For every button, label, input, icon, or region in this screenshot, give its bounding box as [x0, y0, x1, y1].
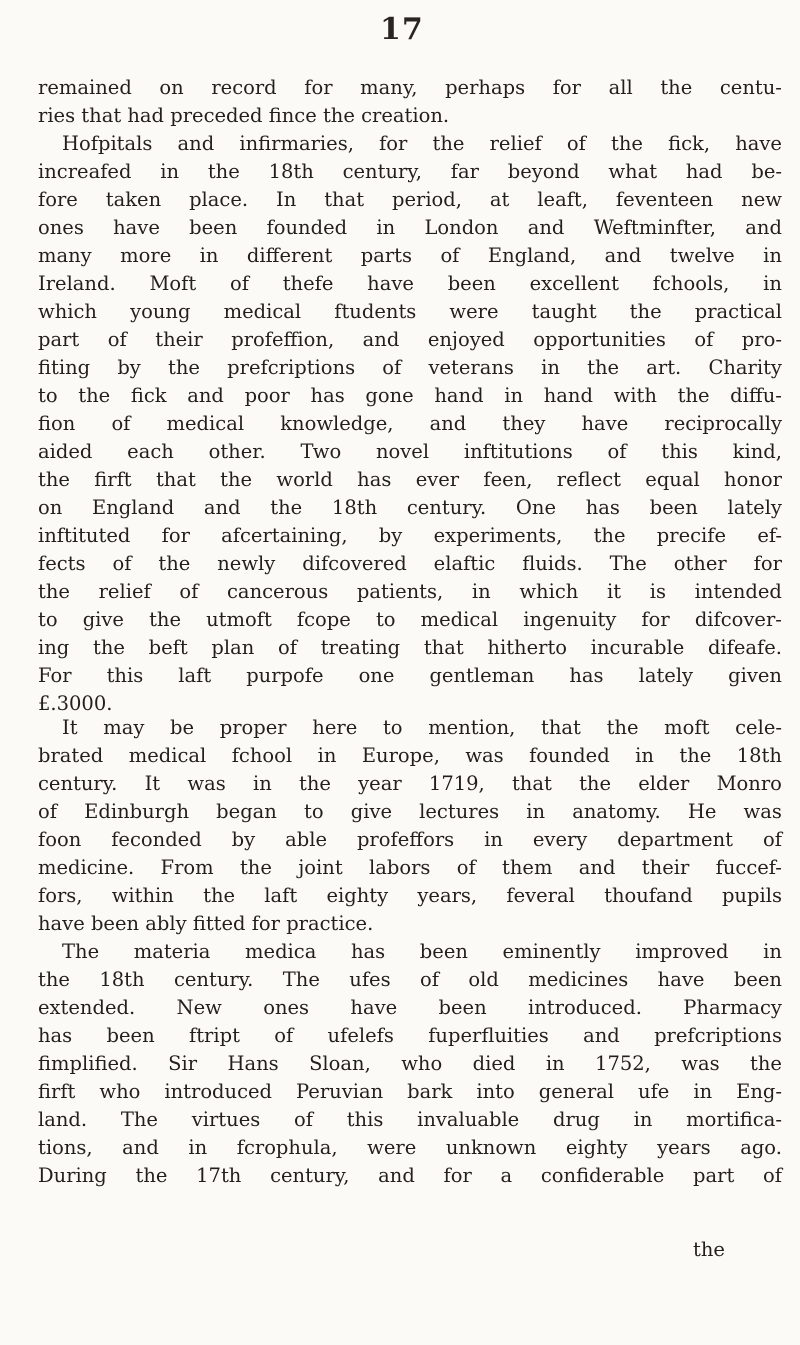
text-line: tions, and in fcrophula, were unknown eighty years ago. [38, 1136, 782, 1159]
page-number: 17 [380, 12, 424, 47]
text-line: the relief of cancerous patients, in which it is intended [38, 580, 782, 603]
text-line: aided each other. Two novel inftitutions of this kind, [38, 440, 782, 463]
text-line: of Edinburgh began to give lectures in anatomy. He was [38, 800, 782, 823]
text-line: brated medical fchool in Europe, was founded in the 18th [38, 744, 782, 767]
text-line: century. It was in the year 1719, that the elder Monro [38, 772, 782, 795]
text-line: to give the utmoft fcope to medical ingenuity for difcover- [38, 608, 782, 631]
text-line: Hofpitals and infirmaries, for the relief of the fick, have [62, 132, 782, 155]
text-line: on England and the 18th century. One has been lately [38, 496, 782, 519]
text-line: ing the beft plan of treating that hitherto incurable difeafe. [38, 636, 782, 659]
text-line: the firft that the world has ever feen, reflect equal honor [38, 468, 782, 491]
text-line: fore taken place. In that period, at leaft, feventeen new [38, 188, 782, 211]
text-line: During the 17th century, and for a confiderable part of [38, 1164, 782, 1187]
text-line: fion of medical knowledge, and they have reciprocally [38, 412, 782, 435]
text-line: to the fick and poor has gone hand in hand with the diffu- [38, 384, 782, 407]
catchword: the [693, 1238, 725, 1261]
text-line: which young medical ftudents were taught the practical [38, 300, 782, 323]
text-line: has been ftript of ufelefs fuperfluities and prefcriptions [38, 1024, 782, 1047]
text-line: fiting by the prefcriptions of veterans in the art. Charity [38, 356, 782, 379]
text-line: £.3000. [38, 692, 113, 715]
text-line: fects of the newly difcovered elaftic fluids. The other for [38, 552, 782, 575]
text-line: have been ably fitted for practice. [38, 912, 374, 935]
text-line: For this laft purpofe one gentleman has lately given [38, 664, 782, 687]
text-line: land. The virtues of this invaluable drug in mortifica- [38, 1108, 782, 1131]
text-line: Ireland. Moft of thefe have been excellent fchools, in [38, 272, 782, 295]
text-line: remained on record for many, perhaps for all the centu- [38, 76, 782, 99]
text-line: extended. New ones have been introduced. Pharmacy [38, 996, 782, 1019]
text-line: ones have been founded in London and Weftminfter, and [38, 216, 782, 239]
text-line: increafed in the 18th century, far beyond what had be- [38, 160, 782, 183]
text-line: fimplified. Sir Hans Sloan, who died in 1752, was the [38, 1052, 782, 1075]
text-line: medicine. From the joint labors of them and their fuccef- [38, 856, 782, 879]
text-line: firft who introduced Peruvian bark into general ufe in Eng- [38, 1080, 782, 1103]
text-line: the 18th century. The ufes of old medicines have been [38, 968, 782, 991]
text-line: inftituted for afcertaining, by experiments, the precife ef- [38, 524, 782, 547]
text-line: part of their profeffion, and enjoyed opportunities of pro- [38, 328, 782, 351]
text-line: ries that had preceded fince the creation. [38, 104, 450, 127]
text-line: many more in different parts of England, and twelve in [38, 244, 782, 267]
text-line: The materia medica has been eminently improved in [62, 940, 782, 963]
text-line: fors, within the laft eighty years, feveral thoufand pupils [38, 884, 782, 907]
text-line: It may be proper here to mention, that the moft cele- [62, 716, 782, 739]
text-line: foon feconded by able profeffors in every department of [38, 828, 782, 851]
